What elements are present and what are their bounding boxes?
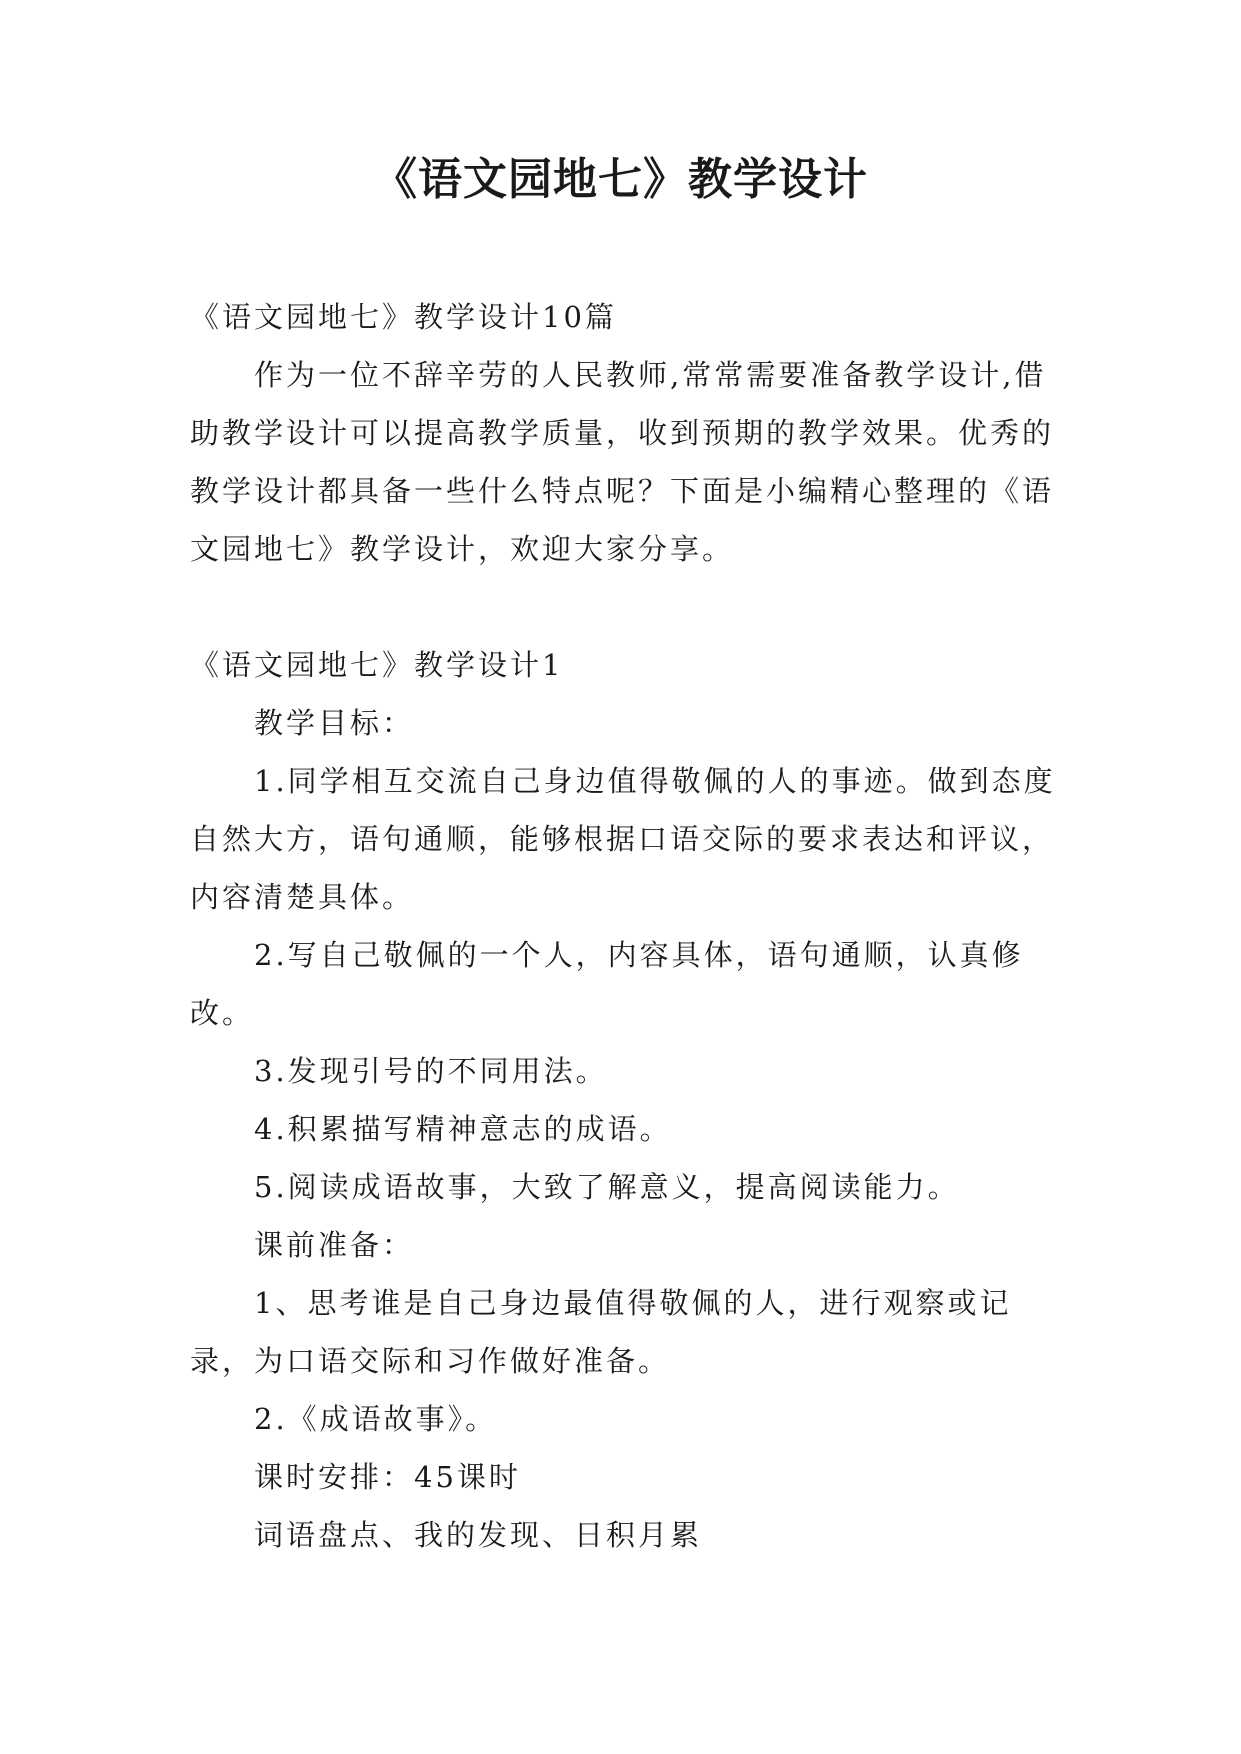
intro-paragraph: 作为一位不辞辛劳的人民教师,常常需要准备教学设计,借助教学设计可以提高教学质量，收到预期的教学效果。优秀的教学设计都具备一些什么特点呢？下面是小编精心整理的《语文园地七》教学设计，欢迎大家分享。: [190, 358, 1055, 566]
goal-item-3: 3.发现引号的不同用法。: [254, 1054, 608, 1088]
goal-item-1: 1.同学相互交流自己身边值得敬佩的人的事迹。做到态度自然大方，语句通顺，能够根据口语交际的要求表达和评议，内容清楚具体。: [190, 764, 1056, 914]
section-spacer: [190, 578, 1056, 636]
section-heading: 《语文园地七》教学设计1: [190, 648, 564, 682]
prep-item-1: 1、思考谁是自己身边最值得敬佩的人，进行观察或记录，为口语交际和习作做好准备。: [190, 1286, 1012, 1378]
goal-item-4: 4.积累描写精神意志的成语。: [254, 1112, 672, 1146]
topics-line: 词语盘点、我的发现、日积月累: [254, 1518, 703, 1552]
goals-label: 教学目标：: [254, 706, 415, 740]
goal-item-2: 2.写自己敬佩的一个人，内容具体，语句通顺，认真修改。: [190, 938, 1024, 1030]
goal-item-5: 5.阅读成语故事，大致了解意义，提高阅读能力。: [254, 1170, 960, 1204]
document-title: 《语文园地七》教学设计: [373, 154, 868, 205]
prep-item-2: 2.《成语故事》。: [254, 1402, 498, 1436]
prep-label: 课前准备：: [254, 1228, 415, 1262]
schedule-line: 课时安排：45课时: [254, 1460, 521, 1494]
document-body: [190, 288, 1056, 1564]
document-subtitle: 《语文园地七》教学设计10篇: [190, 300, 617, 334]
